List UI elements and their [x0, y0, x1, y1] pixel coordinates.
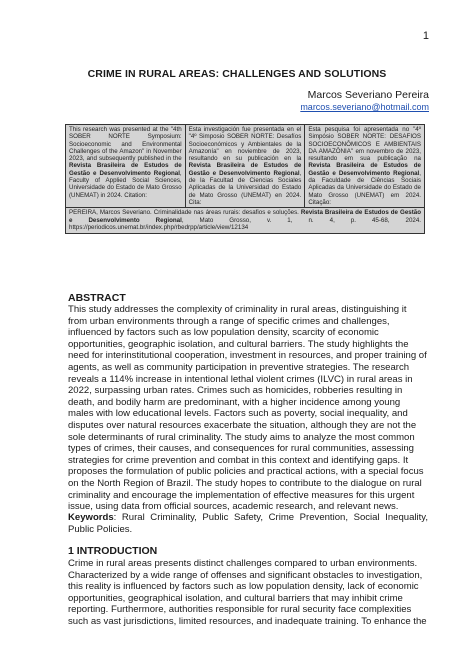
- author-name: Marcos Severiano Pereira: [307, 89, 429, 101]
- citation-spanish-journal: Revista Brasileira de Estudos de Gestão e Desenvolvimento Regional: [188, 162, 302, 177]
- keywords-text: : Rural Criminality, Public Safety, Crime Prevention, Social Inequality, Public Policies.: [68, 512, 428, 535]
- introduction-heading: 1 INTRODUCTION: [68, 545, 158, 557]
- citation-portuguese-pre: Esta pesquisa foi apresentada no "4º Simpósio SOBER NORTE: DESAFIOS SOCIOECONÔMICOS E AMBIENTAIS DA AMAZÔNIA" em novembro de 2023, resultando em sua publicação na: [308, 126, 421, 163]
- citation-english-post: , Faculty of Applied Social Sciences, Universidade do Estado de Mato Grosso (UNEMAT) in 2024. Citation:: [69, 169, 182, 199]
- author-block: [300, 89, 429, 113]
- citation-reference-row: [66, 208, 425, 234]
- citation-spanish-pre: Esta investigación fue presentada en el "4º Simposio SOBER NORTE: Desafíos Socioeconómicos y Ambientales de la Amazonía" en noviembre de 2023, resultando en su publicación en la: [188, 126, 302, 163]
- citation-portuguese-post: , da Faculdade de Ciências Sociais Aplicadas da Universidade do Estado de Mato Grosso (UNEMAT) em 2024. Citação:: [308, 169, 421, 206]
- paper-title: CRIME IN RURAL AREAS: CHALLENGES AND SOLUTIONS: [87, 68, 387, 80]
- keywords-line: [68, 512, 428, 535]
- citation-lang-row: [66, 125, 425, 208]
- citation-spanish-post: , de la Facultad de Ciencias Sociales Aplicadas de la Universidad do Estado de Mato Grosso (UNEMAT) en 2024. Cita:: [188, 169, 302, 206]
- reference-post: , Mato Grosso, v. 1, n. 4, p. 45-68, 2024. https://periodicos.unemat.br/index.php/rbedrpp/article/view/12134: [69, 216, 421, 231]
- keywords-label: Keywords: [68, 512, 114, 523]
- page-number: 1: [422, 30, 429, 42]
- introduction-text: Crime in rural areas presents distinct challenges compared to urban environments. Characterized by a wide range of offenses and significant obstacles to investigation, this reality is influenced by factors such as low population density, lack of economic opportunities, geographical isolation, and cultural barriers that may inhibit crime reporting. Furthermore, authorities responsible for rural security face complexities such as vast jurisdictions, limited resources, and inadequate training. To enhance the: [68, 558, 427, 627]
- abstract-text: This study addresses the complexity of criminality in rural areas, distinguishing it from urban environments through a range of specific crimes and challenges, influenced by factors such as low population density, scarcity of economic opportunities, geographic isolation, and cultural barriers. The study highlights the need for interinstitutional cooperation, investment in resources, and proper training of agents, as well as community participation in preventive strategies. The research reveals a 114% increase in intentional lethal violent crimes (ILVC) in rural areas in 2022, surpassing urban rates. Crimes such as homicides, robberies resulting in death, and bodily harm are predominant, with a higher incidence among young males with low educational levels. Factors such as poverty, social inequality, and disputes over natural resources exacerbate the situation, although they are not the sole determinants of rural criminality. The study aims to analyze the most common types of crimes, their causes, and consequences for rural communities, assessing strategies for crime prevention and combat in this context and identifying gaps. It proposes the formulation of public policies and practical actions, with a special focus on the North Region of Brazil. The study hopes to contribute to the dialogue on rural criminality and encourage the implementation of effective measures for this urgent issue, using data from official sources, academic research, and relevant news.: [68, 304, 427, 513]
- citation-spanish: [185, 125, 305, 208]
- citation-reference: [66, 208, 425, 234]
- citation-english-pre: This research was presented at the "4th SOBER NORTE Symposium: Socioeconomic and Environmental Challenges of the Amazon" in November 2023, and subsequently published in the: [69, 126, 182, 163]
- reference-journal: Revista Brasileira de Estudos de Gestão e Desenvolvimento Regional: [69, 209, 421, 224]
- abstract-heading: ABSTRACT: [68, 292, 126, 304]
- citation-english: [66, 125, 186, 208]
- citation-english-journal: Revista Brasileira de Estudos de Gestão e Desenvolvimento Regional: [69, 162, 182, 177]
- citation-portuguese-journal: Revista Brasileira de Estudos de Gestão e Desenvolvimento Regional: [308, 162, 421, 177]
- citation-box: [65, 124, 425, 234]
- author-email-link[interactable]: marcos.severiano@hotmail.com: [300, 102, 429, 112]
- reference-pre: PEREIRA, Marcos Severiano. Criminalidade nas áreas rurais: desafios e soluções.: [69, 209, 301, 217]
- citation-portuguese: [305, 125, 425, 208]
